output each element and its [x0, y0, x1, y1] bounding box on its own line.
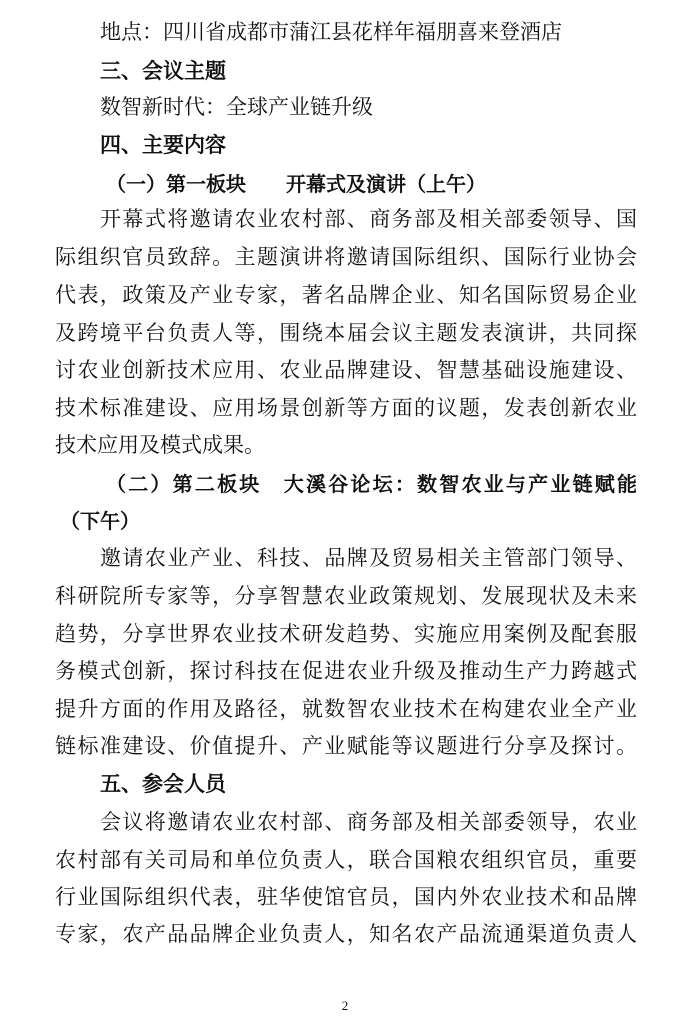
page-number: 2: [341, 998, 349, 1013]
paragraph-line: 趋势，分享世界农业技术研发趋势、实施应用案例及配套服: [55, 622, 637, 646]
block-2-title-cont: （下午）: [60, 509, 140, 533]
paragraph-line: 际组织官员致辞。主题演讲将邀请国际组织、国际行业协会: [55, 245, 637, 269]
paragraph-line: 专家，农产品品牌企业负责人，知名农产品流通渠道负责人: [55, 922, 637, 946]
paragraph-line: 行业国际组织代表，驻华使馆官员，国内外农业技术和品牌: [55, 885, 637, 909]
block-2-title: （二）第二板块 大溪谷论坛：数智农业与产业链赋能: [106, 472, 637, 496]
paragraph-line: 技术应用及模式成果。: [55, 433, 265, 457]
paragraph-line: 科研院所专家等，分享智慧农业政策规划、发展现状及未来: [55, 584, 637, 608]
paragraph-line: 代表，政策及产业专家，著名品牌企业、知名国际贸易企业: [55, 283, 637, 307]
section-3-heading: 三、会议主题: [100, 59, 226, 83]
paragraph-line: 邀请农业产业、科技、品牌及贸易相关主管部门领导、: [100, 546, 637, 570]
section-3-text: 数智新时代：全球产业链升级: [100, 95, 373, 119]
paragraph-line: 提升方面的作用及路径，就数智农业技术在构建农业全产业: [55, 697, 637, 721]
paragraph-line: 务模式创新，探讨科技在促进农业升级及推动生产力跨越式: [55, 659, 637, 683]
paragraph-line: 会议将邀请农业农村部、商务部及相关部委领导，农业: [100, 810, 637, 834]
paragraph-line: 技术标准建设、应用场景创新等方面的议题，发表创新农业: [55, 396, 637, 420]
paragraph-line: 开幕式将邀请农业农村部、商务部及相关部委领导、国: [100, 207, 637, 231]
paragraph-line: 讨农业创新技术应用、农业品牌建设、智慧基础设施建设、: [55, 358, 637, 382]
venue-line: 地点：四川省成都市蒲江县花样年福朋喜来登酒店: [100, 20, 562, 44]
section-4-heading: 四、主要内容: [100, 133, 226, 157]
section-5-heading: 五、参会人员: [100, 772, 226, 796]
paragraph-line: 农村部有关司局和单位负责人，联合国粮农组织官员，重要: [55, 848, 637, 872]
block-1-title: （一）第一板块 开幕式及演讲（上午）: [106, 172, 486, 196]
paragraph-line: 及跨境平台负责人等，围绕本届会议主题发表演讲，共同探: [55, 321, 637, 345]
paragraph-line: 链标准建设、价值提升、产业赋能等议题进行分享及探讨。: [55, 734, 637, 758]
